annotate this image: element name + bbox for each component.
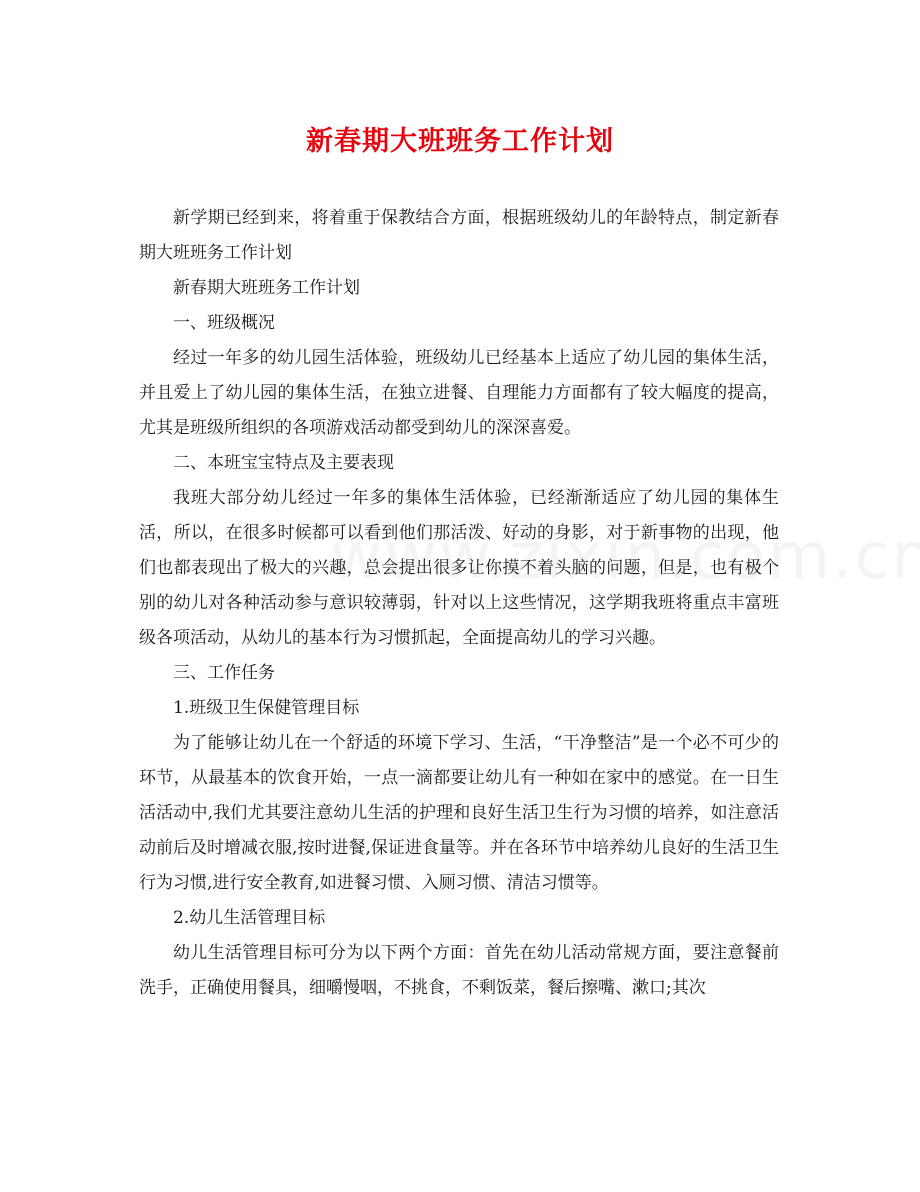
paragraph-life-management: 幼儿生活管理目标可分为以下两个方面：首先在幼儿活动常规方面，要注意餐前洗手，正确使用餐具，细嚼慢咽，不挑食，不剩饭菜，餐后擦嘴、漱口;其次 xyxy=(139,943,779,998)
heading-class-overview: 一、班级概况 xyxy=(173,313,275,333)
subheading-hygiene: 1.班级卫生保健管理目标 xyxy=(173,698,360,718)
document-title: 新春期大班班务工作计划 xyxy=(306,126,614,157)
paragraph-children-traits: 我班大部分幼儿经过一年多的集体生活体验，已经渐渐适应了幼儿园的集体生活，所以，在很多时候都可以看到他们那活泼、好动的身影，对于新事物的出现，他们也都表现出了极大的兴趣，总会提出很多让你摸不着头脑的问题，但是，也有极个别的幼儿对各种活动参与意识较薄弱，针对以上这些情况，这学期我班将重点丰富班级各项活动，从幼儿的基本行为习惯抓起，全面提高幼儿的学习兴趣。 xyxy=(139,488,779,648)
paragraph-hygiene: 为了能够让幼儿在一个舒适的环境下学习、生活，“干净整洁”是一个必不可少的环节，从最基本的饮食开始，一点一滴都要让幼儿有一种如在家中的感觉。在一日生活活动中,我们尤其要注意幼儿生活的护理和良好生活卫生行为习惯的培养，如注意活动前后及时增减衣服,按时进餐,保证进食量等。并在各环节中培养幼儿良好的生活卫生行为习惯,进行安全教育,如进餐习惯、入厕习惯、清洁习惯等。 xyxy=(139,733,779,893)
paragraph-subtitle: 新春期大班班务工作计划 xyxy=(173,278,360,298)
subheading-life-management: 2.幼儿生活管理目标 xyxy=(173,908,326,928)
document-body xyxy=(139,201,779,1006)
heading-children-traits: 二、本班宝宝特点及主要表现 xyxy=(173,453,394,473)
paragraph-intro: 新学期已经到来，将着重于保教结合方面，根据班级幼儿的年龄特点，制定新春期大班班务工作计划 xyxy=(139,208,779,263)
paragraph-class-overview: 经过一年多的幼儿园生活体验，班级幼儿已经基本上适应了幼儿园的集体生活，并且爱上了幼儿园的集体生活，在独立进餐、自理能力方面都有了较大幅度的提高，尤其是班级所组织的各项游戏活动都受到幼儿的深深喜爱。 xyxy=(139,348,779,438)
heading-work-tasks: 三、工作任务 xyxy=(173,663,275,683)
